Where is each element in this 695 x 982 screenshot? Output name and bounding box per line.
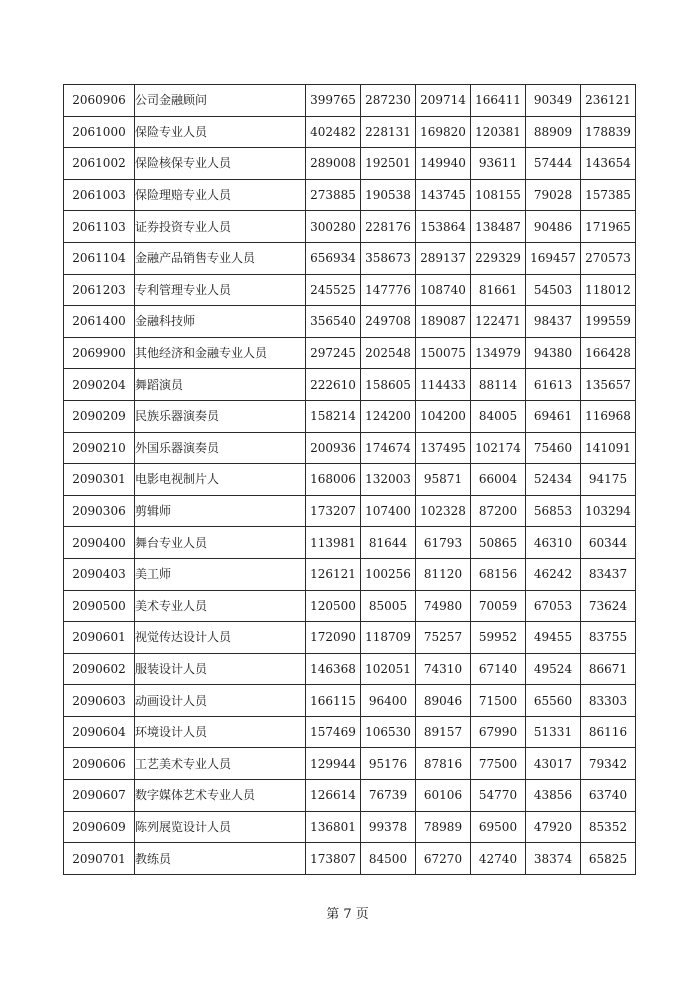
salary-value-cell: 74980 bbox=[416, 590, 471, 622]
salary-value-cell: 89157 bbox=[416, 716, 471, 748]
salary-value-cell: 78989 bbox=[416, 811, 471, 843]
salary-value-cell: 200936 bbox=[306, 432, 361, 464]
occupation-code-cell: 2090210 bbox=[64, 432, 135, 464]
salary-value-cell: 67053 bbox=[526, 590, 581, 622]
salary-value-cell: 106530 bbox=[361, 716, 416, 748]
salary-value-cell: 199559 bbox=[581, 306, 636, 338]
salary-value-cell: 270573 bbox=[581, 242, 636, 274]
salary-value-cell: 51331 bbox=[526, 716, 581, 748]
salary-value-cell: 81661 bbox=[471, 274, 526, 306]
table-row bbox=[64, 148, 636, 180]
table-body bbox=[64, 85, 636, 875]
occupation-name-cell: 舞蹈演员 bbox=[135, 369, 306, 401]
occupation-code-cell: 2069900 bbox=[64, 337, 135, 369]
salary-value-cell: 71500 bbox=[471, 685, 526, 717]
salary-value-cell: 158214 bbox=[306, 400, 361, 432]
salary-value-cell: 190538 bbox=[361, 179, 416, 211]
salary-value-cell: 43856 bbox=[526, 780, 581, 812]
salary-value-cell: 289008 bbox=[306, 148, 361, 180]
salary-value-cell: 229329 bbox=[471, 242, 526, 274]
salary-value-cell: 102174 bbox=[471, 432, 526, 464]
occupation-name-cell: 保险核保专业人员 bbox=[135, 148, 306, 180]
salary-value-cell: 42740 bbox=[471, 843, 526, 875]
salary-value-cell: 59952 bbox=[471, 622, 526, 654]
salary-value-cell: 52434 bbox=[526, 464, 581, 496]
table-row bbox=[64, 843, 636, 875]
salary-value-cell: 38374 bbox=[526, 843, 581, 875]
table-row bbox=[64, 464, 636, 496]
salary-value-cell: 76739 bbox=[361, 780, 416, 812]
salary-value-cell: 69461 bbox=[526, 400, 581, 432]
salary-value-cell: 358673 bbox=[361, 242, 416, 274]
occupation-name-cell: 服装设计人员 bbox=[135, 653, 306, 685]
salary-value-cell: 86116 bbox=[581, 716, 636, 748]
table-row bbox=[64, 337, 636, 369]
occupation-code-cell: 2090609 bbox=[64, 811, 135, 843]
salary-value-cell: 43017 bbox=[526, 748, 581, 780]
table-row bbox=[64, 653, 636, 685]
salary-value-cell: 94175 bbox=[581, 464, 636, 496]
occupation-code-cell: 2061000 bbox=[64, 116, 135, 148]
salary-value-cell: 157385 bbox=[581, 179, 636, 211]
salary-value-cell: 67990 bbox=[471, 716, 526, 748]
table-row bbox=[64, 716, 636, 748]
occupation-code-cell: 2090601 bbox=[64, 622, 135, 654]
occupation-name-cell: 证券投资专业人员 bbox=[135, 211, 306, 243]
occupation-code-cell: 2090602 bbox=[64, 653, 135, 685]
salary-value-cell: 147776 bbox=[361, 274, 416, 306]
salary-value-cell: 114433 bbox=[416, 369, 471, 401]
salary-value-cell: 46242 bbox=[526, 558, 581, 590]
occupation-code-cell: 2061002 bbox=[64, 148, 135, 180]
salary-value-cell: 46310 bbox=[526, 527, 581, 559]
table-row bbox=[64, 242, 636, 274]
salary-value-cell: 90486 bbox=[526, 211, 581, 243]
occupation-name-cell: 民族乐器演奏员 bbox=[135, 400, 306, 432]
salary-table bbox=[63, 84, 636, 875]
table-row bbox=[64, 527, 636, 559]
salary-value-cell: 65560 bbox=[526, 685, 581, 717]
salary-value-cell: 81120 bbox=[416, 558, 471, 590]
salary-value-cell: 98437 bbox=[526, 306, 581, 338]
occupation-name-cell: 动画设计人员 bbox=[135, 685, 306, 717]
salary-value-cell: 67270 bbox=[416, 843, 471, 875]
salary-value-cell: 95176 bbox=[361, 748, 416, 780]
salary-value-cell: 83437 bbox=[581, 558, 636, 590]
salary-value-cell: 95871 bbox=[416, 464, 471, 496]
occupation-code-cell: 2090209 bbox=[64, 400, 135, 432]
table-row bbox=[64, 432, 636, 464]
salary-value-cell: 118709 bbox=[361, 622, 416, 654]
salary-value-cell: 153864 bbox=[416, 211, 471, 243]
page-footer: 第 7 页 bbox=[326, 907, 369, 922]
salary-value-cell: 138487 bbox=[471, 211, 526, 243]
occupation-name-cell: 外国乐器演奏员 bbox=[135, 432, 306, 464]
salary-value-cell: 74310 bbox=[416, 653, 471, 685]
salary-value-cell: 222610 bbox=[306, 369, 361, 401]
table-row bbox=[64, 116, 636, 148]
salary-value-cell: 102051 bbox=[361, 653, 416, 685]
salary-value-cell: 88114 bbox=[471, 369, 526, 401]
salary-value-cell: 236121 bbox=[581, 85, 636, 117]
salary-value-cell: 249708 bbox=[361, 306, 416, 338]
salary-value-cell: 245525 bbox=[306, 274, 361, 306]
salary-value-cell: 228176 bbox=[361, 211, 416, 243]
salary-value-cell: 135657 bbox=[581, 369, 636, 401]
occupation-name-cell: 金融科技师 bbox=[135, 306, 306, 338]
occupation-code-cell: 2090607 bbox=[64, 780, 135, 812]
salary-value-cell: 99378 bbox=[361, 811, 416, 843]
salary-value-cell: 126614 bbox=[306, 780, 361, 812]
salary-value-cell: 120500 bbox=[306, 590, 361, 622]
salary-value-cell: 129944 bbox=[306, 748, 361, 780]
table-row bbox=[64, 369, 636, 401]
salary-value-cell: 93611 bbox=[471, 148, 526, 180]
salary-value-cell: 61613 bbox=[526, 369, 581, 401]
salary-value-cell: 96400 bbox=[361, 685, 416, 717]
salary-value-cell: 169457 bbox=[526, 242, 581, 274]
salary-value-cell: 87200 bbox=[471, 495, 526, 527]
occupation-name-cell: 美工师 bbox=[135, 558, 306, 590]
salary-value-cell: 149940 bbox=[416, 148, 471, 180]
salary-value-cell: 88909 bbox=[526, 116, 581, 148]
salary-value-cell: 209714 bbox=[416, 85, 471, 117]
salary-value-cell: 158605 bbox=[361, 369, 416, 401]
salary-value-cell: 79342 bbox=[581, 748, 636, 780]
occupation-name-cell: 剪辑师 bbox=[135, 495, 306, 527]
salary-value-cell: 174674 bbox=[361, 432, 416, 464]
salary-value-cell: 89046 bbox=[416, 685, 471, 717]
salary-value-cell: 73624 bbox=[581, 590, 636, 622]
occupation-code-cell: 2090204 bbox=[64, 369, 135, 401]
occupation-code-cell: 2090306 bbox=[64, 495, 135, 527]
salary-value-cell: 60344 bbox=[581, 527, 636, 559]
salary-value-cell: 172090 bbox=[306, 622, 361, 654]
salary-value-cell: 108740 bbox=[416, 274, 471, 306]
salary-value-cell: 157469 bbox=[306, 716, 361, 748]
salary-value-cell: 141091 bbox=[581, 432, 636, 464]
salary-value-cell: 168006 bbox=[306, 464, 361, 496]
salary-value-cell: 166428 bbox=[581, 337, 636, 369]
occupation-name-cell: 保险专业人员 bbox=[135, 116, 306, 148]
salary-value-cell: 137495 bbox=[416, 432, 471, 464]
salary-value-cell: 61793 bbox=[416, 527, 471, 559]
salary-value-cell: 134979 bbox=[471, 337, 526, 369]
salary-value-cell: 126121 bbox=[306, 558, 361, 590]
salary-value-cell: 50865 bbox=[471, 527, 526, 559]
table-row bbox=[64, 685, 636, 717]
occupation-code-cell: 2090500 bbox=[64, 590, 135, 622]
salary-value-cell: 79028 bbox=[526, 179, 581, 211]
salary-value-cell: 49524 bbox=[526, 653, 581, 685]
salary-value-cell: 108155 bbox=[471, 179, 526, 211]
occupation-code-cell: 2090403 bbox=[64, 558, 135, 590]
salary-value-cell: 136801 bbox=[306, 811, 361, 843]
occupation-code-cell: 2060906 bbox=[64, 85, 135, 117]
salary-value-cell: 100256 bbox=[361, 558, 416, 590]
salary-value-cell: 66004 bbox=[471, 464, 526, 496]
occupation-name-cell: 环境设计人员 bbox=[135, 716, 306, 748]
occupation-name-cell: 舞台专业人员 bbox=[135, 527, 306, 559]
salary-value-cell: 124200 bbox=[361, 400, 416, 432]
salary-value-cell: 171965 bbox=[581, 211, 636, 243]
table-row bbox=[64, 748, 636, 780]
salary-value-cell: 173207 bbox=[306, 495, 361, 527]
salary-value-cell: 86671 bbox=[581, 653, 636, 685]
salary-value-cell: 84500 bbox=[361, 843, 416, 875]
occupation-name-cell: 保险理赔专业人员 bbox=[135, 179, 306, 211]
salary-value-cell: 189087 bbox=[416, 306, 471, 338]
table-row bbox=[64, 622, 636, 654]
occupation-code-cell: 2061203 bbox=[64, 274, 135, 306]
salary-value-cell: 169820 bbox=[416, 116, 471, 148]
salary-value-cell: 356540 bbox=[306, 306, 361, 338]
occupation-code-cell: 2090701 bbox=[64, 843, 135, 875]
salary-value-cell: 173807 bbox=[306, 843, 361, 875]
salary-value-cell: 300280 bbox=[306, 211, 361, 243]
salary-value-cell: 287230 bbox=[361, 85, 416, 117]
salary-value-cell: 65825 bbox=[581, 843, 636, 875]
occupation-name-cell: 陈列展览设计人员 bbox=[135, 811, 306, 843]
salary-value-cell: 68156 bbox=[471, 558, 526, 590]
salary-value-cell: 102328 bbox=[416, 495, 471, 527]
occupation-name-cell: 教练员 bbox=[135, 843, 306, 875]
table-row bbox=[64, 85, 636, 117]
occupation-code-cell: 2090604 bbox=[64, 716, 135, 748]
salary-value-cell: 273885 bbox=[306, 179, 361, 211]
occupation-code-cell: 2090606 bbox=[64, 748, 135, 780]
salary-value-cell: 120381 bbox=[471, 116, 526, 148]
salary-value-cell: 113981 bbox=[306, 527, 361, 559]
salary-value-cell: 90349 bbox=[526, 85, 581, 117]
salary-value-cell: 399765 bbox=[306, 85, 361, 117]
table-row bbox=[64, 811, 636, 843]
salary-value-cell: 49455 bbox=[526, 622, 581, 654]
salary-value-cell: 87816 bbox=[416, 748, 471, 780]
salary-value-cell: 289137 bbox=[416, 242, 471, 274]
salary-value-cell: 47920 bbox=[526, 811, 581, 843]
occupation-name-cell: 数字媒体艺术专业人员 bbox=[135, 780, 306, 812]
salary-value-cell: 77500 bbox=[471, 748, 526, 780]
occupation-name-cell: 专利管理专业人员 bbox=[135, 274, 306, 306]
table-row bbox=[64, 400, 636, 432]
salary-value-cell: 57444 bbox=[526, 148, 581, 180]
salary-value-cell: 70059 bbox=[471, 590, 526, 622]
salary-value-cell: 402482 bbox=[306, 116, 361, 148]
table-row bbox=[64, 780, 636, 812]
salary-value-cell: 166411 bbox=[471, 85, 526, 117]
table-row bbox=[64, 558, 636, 590]
salary-value-cell: 202548 bbox=[361, 337, 416, 369]
salary-value-cell: 54770 bbox=[471, 780, 526, 812]
table-row bbox=[64, 306, 636, 338]
occupation-code-cell: 2090400 bbox=[64, 527, 135, 559]
salary-value-cell: 228131 bbox=[361, 116, 416, 148]
occupation-code-cell: 2061104 bbox=[64, 242, 135, 274]
salary-value-cell: 656934 bbox=[306, 242, 361, 274]
salary-value-cell: 56853 bbox=[526, 495, 581, 527]
occupation-name-cell: 公司金融顾问 bbox=[135, 85, 306, 117]
salary-value-cell: 178839 bbox=[581, 116, 636, 148]
salary-value-cell: 150075 bbox=[416, 337, 471, 369]
salary-value-cell: 81644 bbox=[361, 527, 416, 559]
salary-value-cell: 146368 bbox=[306, 653, 361, 685]
salary-value-cell: 60106 bbox=[416, 780, 471, 812]
table-row bbox=[64, 495, 636, 527]
salary-value-cell: 83303 bbox=[581, 685, 636, 717]
salary-value-cell: 297245 bbox=[306, 337, 361, 369]
salary-value-cell: 75460 bbox=[526, 432, 581, 464]
salary-value-cell: 192501 bbox=[361, 148, 416, 180]
occupation-name-cell: 美术专业人员 bbox=[135, 590, 306, 622]
salary-value-cell: 132003 bbox=[361, 464, 416, 496]
occupation-code-cell: 2061003 bbox=[64, 179, 135, 211]
salary-value-cell: 94380 bbox=[526, 337, 581, 369]
salary-value-cell: 69500 bbox=[471, 811, 526, 843]
salary-value-cell: 83755 bbox=[581, 622, 636, 654]
occupation-name-cell: 视觉传达设计人员 bbox=[135, 622, 306, 654]
occupation-code-cell: 2090301 bbox=[64, 464, 135, 496]
salary-value-cell: 75257 bbox=[416, 622, 471, 654]
salary-value-cell: 143745 bbox=[416, 179, 471, 211]
salary-value-cell: 84005 bbox=[471, 400, 526, 432]
salary-value-cell: 122471 bbox=[471, 306, 526, 338]
occupation-name-cell: 工艺美术专业人员 bbox=[135, 748, 306, 780]
salary-value-cell: 118012 bbox=[581, 274, 636, 306]
table-row bbox=[64, 274, 636, 306]
salary-value-cell: 103294 bbox=[581, 495, 636, 527]
salary-value-cell: 85352 bbox=[581, 811, 636, 843]
table-row bbox=[64, 179, 636, 211]
salary-value-cell: 63740 bbox=[581, 780, 636, 812]
occupation-name-cell: 其他经济和金融专业人员 bbox=[135, 337, 306, 369]
salary-value-cell: 104200 bbox=[416, 400, 471, 432]
salary-value-cell: 143654 bbox=[581, 148, 636, 180]
occupation-code-cell: 2090603 bbox=[64, 685, 135, 717]
occupation-code-cell: 2061103 bbox=[64, 211, 135, 243]
occupation-name-cell: 金融产品销售专业人员 bbox=[135, 242, 306, 274]
salary-value-cell: 116968 bbox=[581, 400, 636, 432]
salary-value-cell: 67140 bbox=[471, 653, 526, 685]
salary-value-cell: 166115 bbox=[306, 685, 361, 717]
salary-value-cell: 85005 bbox=[361, 590, 416, 622]
table-row bbox=[64, 211, 636, 243]
table-row bbox=[64, 590, 636, 622]
occupation-name-cell: 电影电视制片人 bbox=[135, 464, 306, 496]
salary-value-cell: 107400 bbox=[361, 495, 416, 527]
salary-value-cell: 54503 bbox=[526, 274, 581, 306]
occupation-code-cell: 2061400 bbox=[64, 306, 135, 338]
